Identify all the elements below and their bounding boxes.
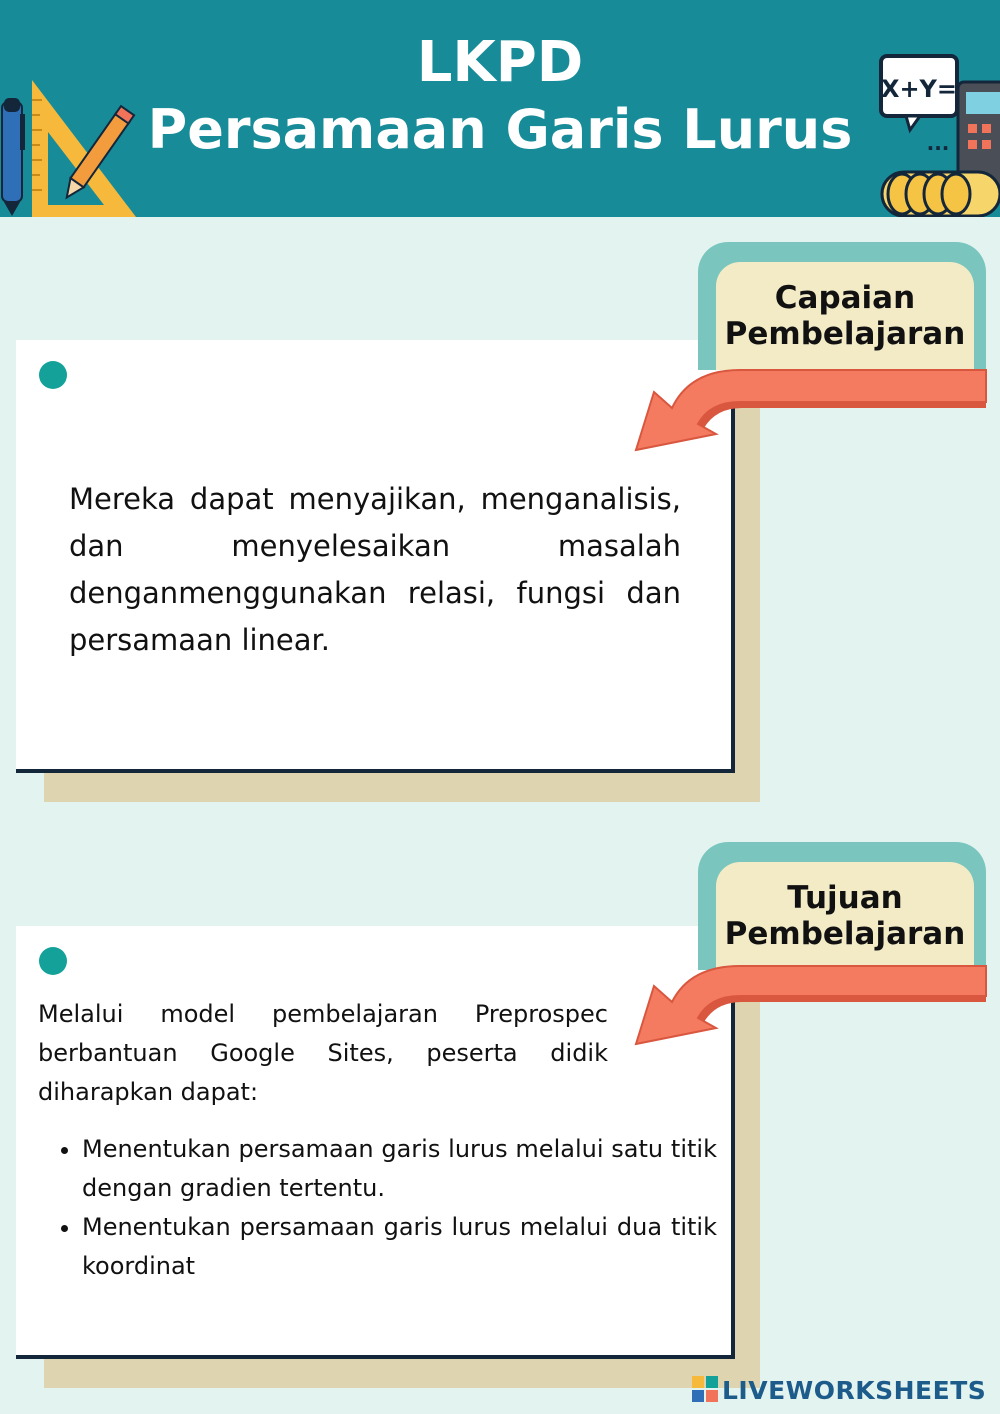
- list-item: • Menentukan persamaan garis lurus melalui dua titik koordinat: [82, 1208, 717, 1286]
- ruler-triangle-icon: [32, 80, 136, 217]
- bullet-dot-icon: [39, 361, 67, 389]
- page-title-line1: LKPD: [416, 30, 584, 95]
- capaian-tab-line2: Pembelajaran: [724, 316, 966, 352]
- pen-icon: [2, 98, 25, 216]
- curved-arrow-icon: [620, 362, 990, 458]
- tujuan-intro-text: Melalui model pembelajaran Preprospec berbantuan Google Sites, peserta didik diharapkan dapat:: [38, 1000, 608, 1106]
- tujuan-goals-list: [38, 1130, 717, 1286]
- capaian-body-text: Mereka dapat menyajikan, menganalisis, dan menyelesaikan masalah denganmenggunakan relasi, fungsi dan persamaan linear.: [69, 482, 681, 657]
- curved-arrow-icon: [620, 962, 990, 1058]
- capaian-tab-line1: Capaian: [774, 280, 916, 316]
- capaian-tab: [716, 262, 974, 370]
- equation-text: X+Y=: [880, 75, 958, 103]
- liveworksheets-logo-icon: [692, 1376, 718, 1404]
- page-title-line2: Persamaan Garis Lurus: [147, 98, 853, 161]
- math-decoration: [878, 52, 1000, 217]
- tujuan-tab: [716, 862, 974, 970]
- tujuan-tab-line2: Pembelajaran: [724, 916, 966, 952]
- coins-icon: [882, 172, 1000, 216]
- bullet-dot-icon: [39, 947, 67, 975]
- svg-text:...: ...: [926, 131, 950, 155]
- list-item: • Menentukan persamaan garis lurus melalui satu titik dengan gradien tertentu.: [82, 1130, 717, 1208]
- tujuan-tab-line1: Tujuan: [787, 880, 903, 916]
- stationery-decoration: [0, 70, 140, 217]
- liveworksheets-logo[interactable]: [692, 1372, 986, 1408]
- logo-text: LIVEWORKSHEETS: [722, 1375, 987, 1405]
- speech-bubble-icon: [881, 56, 957, 155]
